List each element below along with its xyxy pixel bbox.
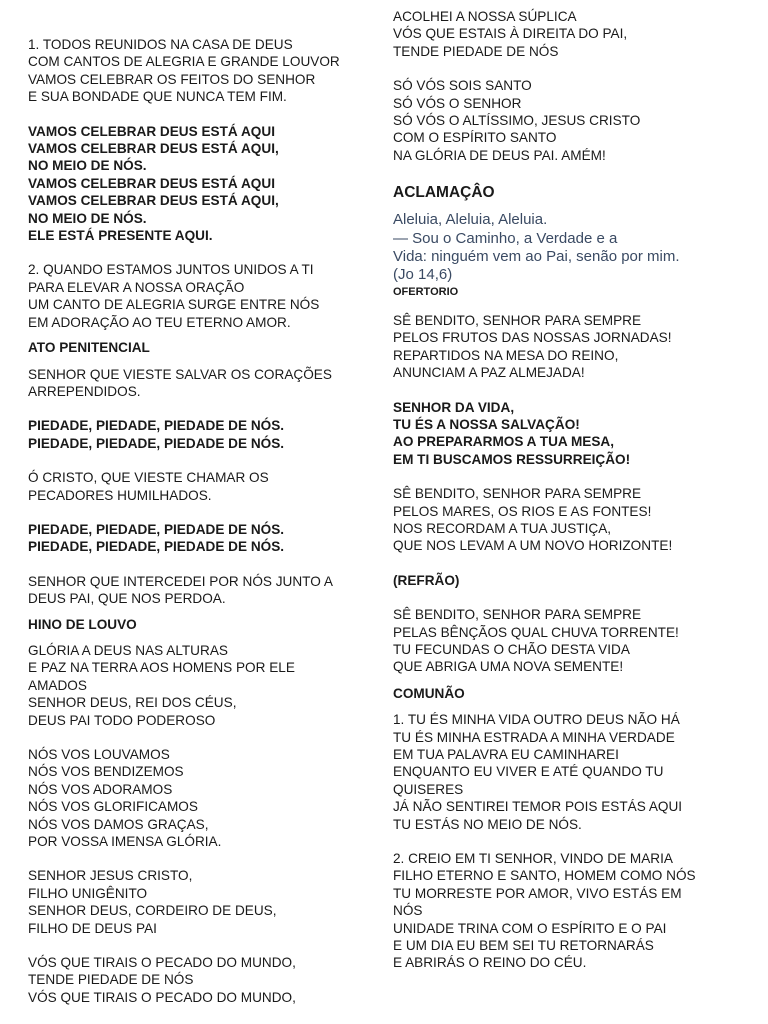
penitential-response-2: PIEDADE, PIEDADE, PIEDADE DE NÓS. PIEDADE, PIEDADE, PIEDADE DE NÓS. (28, 521, 285, 555)
left-column (28, 36, 378, 1006)
entrance-verse-2: 2. QUANDO ESTAMOS JUNTOS UNIDOS A TI PARA ELEVAR A NOSSA ORAÇÃO UM CANTO DE ALEGRIA SURGE ENTRE NÓS EM ADORAÇÃO AO TEU ETERNO AMOR. (28, 262, 320, 330)
penitential-invocation-2: Ó CRISTO, QUE VIESTE CHAMAR OS PECADORES HUMILHADOS. (28, 470, 269, 503)
heading-ato-penitencial: ATO PENITENCIAL (28, 340, 150, 356)
offertory-verse-2: SÊ BENDITO, SENHOR PARA SEMPRE PELOS MARES, OS RIOS E AS FONTES! NOS RECORDAM A TUA JUSTIÇA, QUE NOS LEVAM A UM NOVO HORIZONTE! (393, 486, 673, 554)
entrance-verse-1: 1. TODOS REUNIDOS NA CASA DE DEUS COM CANTOS DE ALEGRIA E GRANDE LOUVOR VAMOS CELEBRAR OS FEITOS DO SENHOR E SUA BONDADE QUE NUNCA TEM FIM. (28, 37, 340, 105)
gloria-verse-5: ACOLHEI A NOSSA SÚPLICA VÓS QUE ESTAIS À DIREITA DO PAI, TENDE PIEDADE DE NÓS (393, 9, 628, 59)
refrain-marker: (REFRÃO) (393, 572, 460, 588)
offertory-verse-1: SÊ BENDITO, SENHOR PARA SEMPRE PELOS FRUTOS DAS NOSSAS JORNADAS! REPARTIDOS NA MESA DO REINO, ANUNCIAM A PAZ ALMEJADA! (393, 312, 672, 381)
gloria-verse-2: NÓS VOS LOUVAMOS NÓS VOS BENDIZEMOS NÓS VOS ADORAMOS NÓS VOS GLORIFICAMOS NÓS VOS DAMOS GRAÇAS, POR VOSSA IMENSA GLÓRIA. (28, 747, 222, 850)
offertory-refrain: SENHOR DA VIDA, TU ÉS A NOSSA SALVAÇÃO! AO PREPARARMOS A TUA MESA, EM TI BUSCAMOS RESSURREIÇÃO! (393, 399, 631, 467)
penitential-response-1: PIEDADE, PIEDADE, PIEDADE DE NÓS. PIEDADE, PIEDADE, PIEDADE DE NÓS. (28, 418, 285, 451)
heading-aclamacao: ACLAMAÇÂO (393, 184, 495, 202)
heading-comunhao: COMUNÃO (393, 685, 465, 701)
heading-ofertorio: OFERTORIO (393, 285, 459, 298)
communion-verse-2: 2. CREIO EM TI SENHOR, VINDO DE MARIA FILHO ETERNO E SANTO, HOMEM COMO NÓS TU MORRESTE POR AMOR, VIVO ESTÁS EM NÓS UNIDADE TRINA COM O ESPÍRITO E O PAI E UM DIA EU BEM SEI TU RETORNARÁS E ABRIRÁS O REINO DO CÉU. (393, 851, 696, 971)
penitential-invocation-3: SENHOR QUE INTERCEDEI POR NÓS JUNTO A DEUS PAI, QUE NOS PERDOA. (28, 573, 333, 607)
gloria-verse-3: SENHOR JESUS CRISTO, FILHO UNIGÊNITO SENHOR DEUS, CORDEIRO DE DEUS, FILHO DE DEUS PAI (28, 868, 277, 936)
offertory-verse-3: SÊ BENDITO, SENHOR PARA SEMPRE PELAS BÊNÇÃOS QUAL CHUVA TORRENTE! TU FECUNDAS O CHÃO DESTA VIDA QUE ABRIGA UMA NOVA SEMENTE! (393, 607, 679, 675)
gloria-verse-4: VÓS QUE TIRAIS O PECADO DO MUNDO, TENDE PIEDADE DE NÓS VÓS QUE TIRAIS O PECADO DO MUNDO, (28, 955, 296, 1005)
right-column (393, 8, 733, 972)
gloria-verse-6: SÓ VÓS SOIS SANTO SÓ VÓS O SENHOR SÓ VÓS O ALTÍSSIMO, JESUS CRISTO COM O ESPÍRITO SANTO NA GLÓRIA DE DEUS PAI. AMÉM! (393, 78, 641, 163)
gloria-verse-1: GLÓRIA A DEUS NAS ALTURAS E PAZ NA TERRA AOS HOMENS POR ELE AMADOS SENHOR DEUS, REI DOS CÉUS, DEUS PAI TODO PODEROSO (28, 642, 295, 728)
penitential-invocation-1: SENHOR QUE VIESTE SALVAR OS CORAÇÕES ARREPENDIDOS. (28, 366, 332, 399)
communion-verse-1: 1. TU ÉS MINHA VIDA OUTRO DEUS NÃO HÁ TU ÉS MINHA ESTRADA A MINHA VERDADE EM TUA PALAVRA EU CAMINHAREI ENQUANTO EU VIVER E ATÉ QUANDO TU QUISERES JÁ NÃO SENTIREI TEMOR POIS ESTÁS AQUI TU ESTÁS NO MEIO DE NÓS. (393, 712, 683, 832)
gospel-acclamation-verse: Aleluia, Aleluia, Aleluia. — Sou o Caminho, a Verdade e a Vida: ninguém vem ao Pai, senão por mim. (Jo 14,6) (393, 211, 680, 284)
heading-hino-de-louvor: HINO DE LOUVO (28, 616, 137, 632)
entrance-refrain: VAMOS CELEBRAR DEUS ESTÁ AQUI VAMOS CELEBRAR DEUS ESTÁ AQUI, NO MEIO DE NÓS. VAMOS CELEBRAR DEUS ESTÁ AQUI VAMOS CELEBRAR DEUS ESTÁ AQUI, NO MEIO DE NÓS. ELE ESTÁ PRESENTE AQUI. (28, 123, 279, 244)
